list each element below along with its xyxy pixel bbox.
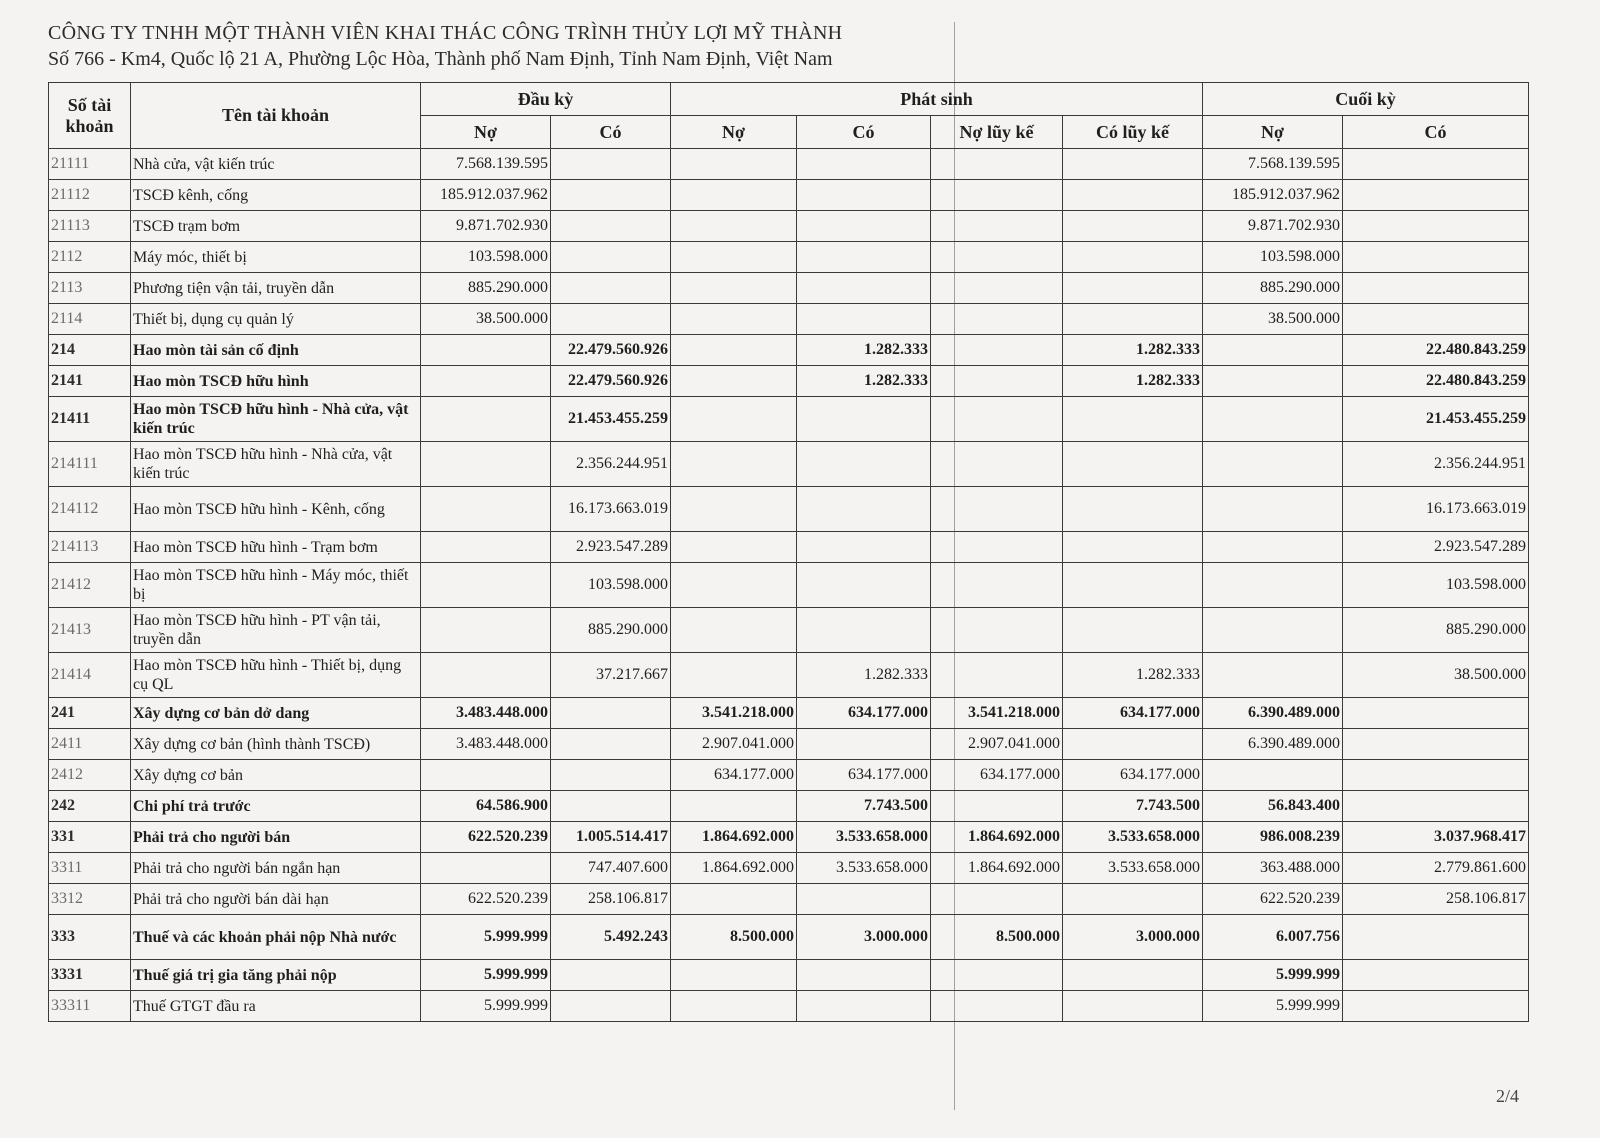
cell-debit-cumulative [931, 960, 1063, 991]
cell-credit-cumulative [1063, 608, 1203, 653]
cell-debit-cumulative [931, 991, 1063, 1022]
cell-movement-debit: 3.541.218.000 [671, 698, 797, 729]
cell-debit-cumulative [931, 304, 1063, 335]
cell-closing-credit: 885.290.000 [1343, 608, 1529, 653]
cell-opening-credit: 22.479.560.926 [551, 366, 671, 397]
cell-opening-credit [551, 149, 671, 180]
cell-movement-debit [671, 653, 797, 698]
cell-credit-cumulative [1063, 180, 1203, 211]
cell-closing-credit: 258.106.817 [1343, 884, 1529, 915]
cell-opening-debit: 5.999.999 [421, 960, 551, 991]
cell-credit-cumulative: 1.282.333 [1063, 335, 1203, 366]
account-code: 3312 [49, 884, 131, 915]
cell-credit-cumulative [1063, 397, 1203, 442]
table-row [49, 397, 1529, 442]
cell-closing-debit: 986.008.239 [1203, 822, 1343, 853]
cell-movement-credit: 3.533.658.000 [797, 853, 931, 884]
table-row [49, 760, 1529, 791]
cell-closing-credit [1343, 242, 1529, 273]
cell-credit-cumulative [1063, 211, 1203, 242]
cell-opening-debit [421, 335, 551, 366]
cell-closing-debit: 103.598.000 [1203, 242, 1343, 273]
page-number: 2/4 [1496, 1086, 1520, 1106]
cell-movement-debit [671, 273, 797, 304]
header-opening-credit: Có [551, 116, 671, 149]
cell-debit-cumulative: 3.541.218.000 [931, 698, 1063, 729]
cell-opening-debit: 622.520.239 [421, 884, 551, 915]
header-opening: Đầu kỳ [421, 83, 671, 116]
cell-debit-cumulative: 2.907.041.000 [931, 729, 1063, 760]
table-row [49, 915, 1529, 960]
cell-opening-debit [421, 487, 551, 532]
cell-movement-credit [797, 532, 931, 563]
cell-closing-debit [1203, 366, 1343, 397]
cell-closing-debit [1203, 760, 1343, 791]
cell-debit-cumulative: 1.864.692.000 [931, 853, 1063, 884]
cell-credit-cumulative [1063, 991, 1203, 1022]
cell-opening-credit [551, 791, 671, 822]
company-address: Số 766 - Km4, Quốc lộ 21 A, Phường Lộc Hòa, Thành phố Nam Định, Tỉnh Nam Định, Việt Nam [48, 48, 833, 70]
account-name: Hao mòn TSCĐ hữu hình - PT vận tải, truyền dẫn [131, 608, 421, 653]
cell-opening-debit: 7.568.139.595 [421, 149, 551, 180]
cell-opening-credit [551, 211, 671, 242]
cell-opening-credit: 2.923.547.289 [551, 532, 671, 563]
cell-closing-credit [1343, 991, 1529, 1022]
cell-movement-credit: 1.282.333 [797, 335, 931, 366]
cell-movement-debit [671, 442, 797, 487]
cell-opening-credit: 16.173.663.019 [551, 487, 671, 532]
account-name: Hao mòn TSCĐ hữu hình - Thiết bị, dụng cụ QL [131, 653, 421, 698]
cell-opening-debit: 885.290.000 [421, 273, 551, 304]
cell-opening-debit: 185.912.037.962 [421, 180, 551, 211]
cell-debit-cumulative [931, 442, 1063, 487]
table-row [49, 791, 1529, 822]
header-movement: Phát sinh [671, 83, 1203, 116]
cell-movement-debit [671, 791, 797, 822]
cell-movement-debit [671, 366, 797, 397]
cell-closing-credit: 38.500.000 [1343, 653, 1529, 698]
account-name: TSCĐ trạm bơm [131, 211, 421, 242]
cell-debit-cumulative [931, 653, 1063, 698]
account-code: 214111 [49, 442, 131, 487]
cell-closing-credit [1343, 180, 1529, 211]
cell-opening-debit: 3.483.448.000 [421, 698, 551, 729]
cell-movement-debit [671, 960, 797, 991]
cell-movement-debit: 1.864.692.000 [671, 822, 797, 853]
account-code: 21113 [49, 211, 131, 242]
cell-closing-debit: 363.488.000 [1203, 853, 1343, 884]
cell-movement-credit: 634.177.000 [797, 760, 931, 791]
cell-closing-credit: 2.923.547.289 [1343, 532, 1529, 563]
account-code: 21111 [49, 149, 131, 180]
cell-closing-debit: 185.912.037.962 [1203, 180, 1343, 211]
cell-closing-debit [1203, 532, 1343, 563]
cell-credit-cumulative [1063, 960, 1203, 991]
cell-opening-credit: 103.598.000 [551, 563, 671, 608]
cell-opening-credit: 21.453.455.259 [551, 397, 671, 442]
trial-balance-table [48, 82, 1529, 1022]
company-name: CÔNG TY TNHH MỘT THÀNH VIÊN KHAI THÁC CÔNG TRÌNH THỦY LỢI MỸ THÀNH [48, 22, 843, 44]
cell-closing-debit: 885.290.000 [1203, 273, 1343, 304]
cell-debit-cumulative: 1.864.692.000 [931, 822, 1063, 853]
table-row [49, 487, 1529, 532]
header-movement-credit: Có [797, 116, 931, 149]
cell-debit-cumulative [931, 180, 1063, 211]
cell-movement-credit: 7.743.500 [797, 791, 931, 822]
cell-opening-credit: 885.290.000 [551, 608, 671, 653]
cell-closing-credit: 2.356.244.951 [1343, 442, 1529, 487]
account-name: Chi phí trả trước [131, 791, 421, 822]
cell-credit-cumulative: 634.177.000 [1063, 698, 1203, 729]
account-name: TSCĐ kênh, cống [131, 180, 421, 211]
table-row [49, 442, 1529, 487]
cell-opening-credit: 747.407.600 [551, 853, 671, 884]
account-name: Hao mòn TSCĐ hữu hình - Trạm bơm [131, 532, 421, 563]
account-name: Hao mòn TSCĐ hữu hình - Kênh, cống [131, 487, 421, 532]
cell-opening-debit: 622.520.239 [421, 822, 551, 853]
cell-closing-credit: 2.779.861.600 [1343, 853, 1529, 884]
cell-closing-credit: 22.480.843.259 [1343, 335, 1529, 366]
account-code: 2114 [49, 304, 131, 335]
cell-movement-credit: 1.282.333 [797, 366, 931, 397]
table-row [49, 884, 1529, 915]
cell-movement-credit [797, 563, 931, 608]
header-account-name: Tên tài khoản [131, 83, 421, 149]
cell-closing-debit: 7.568.139.595 [1203, 149, 1343, 180]
cell-movement-credit [797, 884, 931, 915]
cell-opening-debit [421, 397, 551, 442]
account-name: Nhà cửa, vật kiến trúc [131, 149, 421, 180]
cell-opening-credit: 2.356.244.951 [551, 442, 671, 487]
cell-movement-credit [797, 273, 931, 304]
table-row [49, 729, 1529, 760]
cell-opening-credit: 5.492.243 [551, 915, 671, 960]
cell-movement-credit [797, 242, 931, 273]
cell-movement-credit [797, 729, 931, 760]
account-code: 214113 [49, 532, 131, 563]
cell-opening-debit [421, 532, 551, 563]
cell-closing-debit: 622.520.239 [1203, 884, 1343, 915]
cell-movement-debit: 1.864.692.000 [671, 853, 797, 884]
cell-closing-credit [1343, 729, 1529, 760]
account-name: Xây dựng cơ bản dở dang [131, 698, 421, 729]
cell-opening-credit [551, 960, 671, 991]
account-name: Hao mòn TSCĐ hữu hình - Nhà cửa, vật kiến trúc [131, 397, 421, 442]
table-row [49, 211, 1529, 242]
cell-movement-debit [671, 211, 797, 242]
cell-closing-credit [1343, 211, 1529, 242]
table-row [49, 242, 1529, 273]
cell-closing-debit [1203, 397, 1343, 442]
cell-credit-cumulative: 7.743.500 [1063, 791, 1203, 822]
cell-opening-debit: 64.586.900 [421, 791, 551, 822]
account-name: Phải trả cho người bán dài hạn [131, 884, 421, 915]
account-name: Thuế GTGT đầu ra [131, 991, 421, 1022]
account-name: Phải trả cho người bán [131, 822, 421, 853]
account-code: 3331 [49, 960, 131, 991]
header-closing-debit: Nợ [1203, 116, 1343, 149]
header-closing: Cuối kỳ [1203, 83, 1529, 116]
cell-closing-debit: 6.390.489.000 [1203, 698, 1343, 729]
cell-closing-credit [1343, 791, 1529, 822]
table-row [49, 698, 1529, 729]
cell-closing-debit: 9.871.702.930 [1203, 211, 1343, 242]
cell-debit-cumulative [931, 563, 1063, 608]
account-name: Hao mòn TSCĐ hữu hình [131, 366, 421, 397]
account-name: Hao mòn TSCĐ hữu hình - Nhà cửa, vật kiến trúc [131, 442, 421, 487]
cell-credit-cumulative: 634.177.000 [1063, 760, 1203, 791]
account-code: 331 [49, 822, 131, 853]
account-name: Xây dựng cơ bản [131, 760, 421, 791]
account-code: 2113 [49, 273, 131, 304]
cell-opening-debit [421, 563, 551, 608]
cell-opening-credit [551, 242, 671, 273]
cell-credit-cumulative [1063, 729, 1203, 760]
account-name: Phải trả cho người bán ngắn hạn [131, 853, 421, 884]
cell-credit-cumulative [1063, 273, 1203, 304]
cell-closing-debit: 38.500.000 [1203, 304, 1343, 335]
cell-movement-credit [797, 991, 931, 1022]
account-code: 241 [49, 698, 131, 729]
cell-closing-debit [1203, 442, 1343, 487]
header-closing-credit: Có [1343, 116, 1529, 149]
cell-credit-cumulative [1063, 442, 1203, 487]
cell-opening-credit [551, 304, 671, 335]
cell-debit-cumulative [931, 884, 1063, 915]
cell-opening-credit [551, 180, 671, 211]
cell-closing-credit: 16.173.663.019 [1343, 487, 1529, 532]
account-name: Thuế giá trị gia tăng phải nộp [131, 960, 421, 991]
account-code: 2411 [49, 729, 131, 760]
cell-movement-credit [797, 180, 931, 211]
cell-opening-debit: 3.483.448.000 [421, 729, 551, 760]
cell-credit-cumulative: 3.533.658.000 [1063, 853, 1203, 884]
account-code: 2412 [49, 760, 131, 791]
cell-closing-debit: 5.999.999 [1203, 960, 1343, 991]
cell-credit-cumulative [1063, 304, 1203, 335]
cell-closing-debit: 6.007.756 [1203, 915, 1343, 960]
account-name: Phương tiện vận tải, truyền dẫn [131, 273, 421, 304]
cell-movement-debit [671, 991, 797, 1022]
table-row [49, 822, 1529, 853]
cell-opening-debit: 5.999.999 [421, 915, 551, 960]
table-row [49, 608, 1529, 653]
table-row [49, 991, 1529, 1022]
header-movement-debit: Nợ [671, 116, 797, 149]
table-body [49, 149, 1529, 1022]
cell-movement-credit: 1.282.333 [797, 653, 931, 698]
account-code: 21411 [49, 397, 131, 442]
cell-credit-cumulative [1063, 487, 1203, 532]
account-code: 21112 [49, 180, 131, 211]
cell-movement-credit [797, 442, 931, 487]
cell-opening-credit [551, 991, 671, 1022]
cell-closing-credit [1343, 960, 1529, 991]
cell-opening-debit [421, 366, 551, 397]
cell-closing-debit [1203, 563, 1343, 608]
cell-closing-credit: 21.453.455.259 [1343, 397, 1529, 442]
header-credit-cumulative: Có lũy kế [1063, 116, 1203, 149]
cell-movement-debit [671, 608, 797, 653]
cell-closing-debit [1203, 653, 1343, 698]
cell-movement-debit [671, 242, 797, 273]
cell-debit-cumulative [931, 211, 1063, 242]
cell-closing-credit [1343, 915, 1529, 960]
cell-opening-credit: 1.005.514.417 [551, 822, 671, 853]
table-row [49, 180, 1529, 211]
cell-opening-credit [551, 729, 671, 760]
cell-movement-credit [797, 960, 931, 991]
cell-debit-cumulative: 634.177.000 [931, 760, 1063, 791]
cell-opening-debit [421, 442, 551, 487]
account-name: Hao mòn TSCĐ hữu hình - Máy móc, thiết bị [131, 563, 421, 608]
cell-closing-debit [1203, 335, 1343, 366]
cell-closing-credit [1343, 760, 1529, 791]
cell-opening-credit [551, 698, 671, 729]
cell-debit-cumulative [931, 532, 1063, 563]
cell-movement-debit [671, 304, 797, 335]
table-row [49, 653, 1529, 698]
cell-movement-debit [671, 180, 797, 211]
account-code: 333 [49, 915, 131, 960]
cell-movement-debit [671, 397, 797, 442]
cell-movement-debit [671, 149, 797, 180]
cell-debit-cumulative [931, 397, 1063, 442]
account-code: 242 [49, 791, 131, 822]
cell-movement-debit: 634.177.000 [671, 760, 797, 791]
cell-credit-cumulative [1063, 532, 1203, 563]
cell-opening-credit: 258.106.817 [551, 884, 671, 915]
cell-movement-credit: 634.177.000 [797, 698, 931, 729]
cell-movement-debit [671, 884, 797, 915]
account-name: Xây dựng cơ bản (hình thành TSCĐ) [131, 729, 421, 760]
header-opening-debit: Nợ [421, 116, 551, 149]
cell-opening-debit: 9.871.702.930 [421, 211, 551, 242]
cell-opening-credit: 22.479.560.926 [551, 335, 671, 366]
cell-opening-credit [551, 273, 671, 304]
account-code: 33311 [49, 991, 131, 1022]
cell-closing-credit [1343, 304, 1529, 335]
account-code: 3311 [49, 853, 131, 884]
cell-debit-cumulative [931, 608, 1063, 653]
cell-debit-cumulative: 8.500.000 [931, 915, 1063, 960]
cell-debit-cumulative [931, 366, 1063, 397]
cell-opening-debit [421, 653, 551, 698]
cell-debit-cumulative [931, 242, 1063, 273]
table-row [49, 149, 1529, 180]
cell-movement-credit [797, 608, 931, 653]
cell-credit-cumulative: 3.000.000 [1063, 915, 1203, 960]
cell-debit-cumulative [931, 791, 1063, 822]
cell-closing-credit [1343, 698, 1529, 729]
cell-credit-cumulative [1063, 563, 1203, 608]
table-row [49, 273, 1529, 304]
document-header [48, 20, 842, 72]
cell-movement-credit: 3.000.000 [797, 915, 931, 960]
account-code: 214 [49, 335, 131, 366]
table-row [49, 853, 1529, 884]
cell-debit-cumulative [931, 273, 1063, 304]
cell-closing-debit: 6.390.489.000 [1203, 729, 1343, 760]
cell-movement-credit [797, 149, 931, 180]
cell-movement-debit [671, 563, 797, 608]
cell-closing-credit: 22.480.843.259 [1343, 366, 1529, 397]
table-row [49, 960, 1529, 991]
account-code: 2141 [49, 366, 131, 397]
account-code: 21413 [49, 608, 131, 653]
cell-debit-cumulative [931, 335, 1063, 366]
cell-closing-credit: 103.598.000 [1343, 563, 1529, 608]
table-row [49, 532, 1529, 563]
cell-opening-credit [551, 760, 671, 791]
account-code: 21412 [49, 563, 131, 608]
cell-opening-credit: 37.217.667 [551, 653, 671, 698]
cell-movement-debit: 8.500.000 [671, 915, 797, 960]
cell-closing-credit: 3.037.968.417 [1343, 822, 1529, 853]
cell-movement-debit [671, 335, 797, 366]
account-name: Máy móc, thiết bị [131, 242, 421, 273]
cell-debit-cumulative [931, 487, 1063, 532]
cell-movement-debit: 2.907.041.000 [671, 729, 797, 760]
account-code: 214112 [49, 487, 131, 532]
cell-movement-debit [671, 487, 797, 532]
cell-credit-cumulative [1063, 884, 1203, 915]
cell-credit-cumulative: 1.282.333 [1063, 653, 1203, 698]
table-row [49, 563, 1529, 608]
table-row [49, 366, 1529, 397]
cell-movement-credit [797, 397, 931, 442]
header-account-no: Số tài khoản [49, 83, 131, 149]
cell-movement-debit [671, 532, 797, 563]
cell-opening-debit: 103.598.000 [421, 242, 551, 273]
cell-closing-debit: 5.999.999 [1203, 991, 1343, 1022]
cell-closing-debit [1203, 487, 1343, 532]
cell-credit-cumulative [1063, 149, 1203, 180]
cell-credit-cumulative: 3.533.658.000 [1063, 822, 1203, 853]
cell-closing-debit: 56.843.400 [1203, 791, 1343, 822]
cell-closing-credit [1343, 273, 1529, 304]
header-debit-cumulative: Nợ lũy kế [931, 116, 1063, 149]
cell-movement-credit [797, 487, 931, 532]
cell-opening-debit: 38.500.000 [421, 304, 551, 335]
cell-credit-cumulative: 1.282.333 [1063, 366, 1203, 397]
cell-movement-credit [797, 304, 931, 335]
account-code: 21414 [49, 653, 131, 698]
cell-opening-debit: 5.999.999 [421, 991, 551, 1022]
cell-debit-cumulative [931, 149, 1063, 180]
cell-opening-debit [421, 608, 551, 653]
cell-closing-credit [1343, 149, 1529, 180]
cell-closing-debit [1203, 608, 1343, 653]
cell-movement-credit [797, 211, 931, 242]
cell-movement-credit: 3.533.658.000 [797, 822, 931, 853]
cell-opening-debit [421, 760, 551, 791]
cell-opening-debit [421, 853, 551, 884]
table-row [49, 304, 1529, 335]
cell-credit-cumulative [1063, 242, 1203, 273]
account-name: Hao mòn tài sản cố định [131, 335, 421, 366]
account-code: 2112 [49, 242, 131, 273]
table-row [49, 335, 1529, 366]
account-name: Thiết bị, dụng cụ quản lý [131, 304, 421, 335]
account-name: Thuế và các khoản phải nộp Nhà nước [131, 915, 421, 960]
